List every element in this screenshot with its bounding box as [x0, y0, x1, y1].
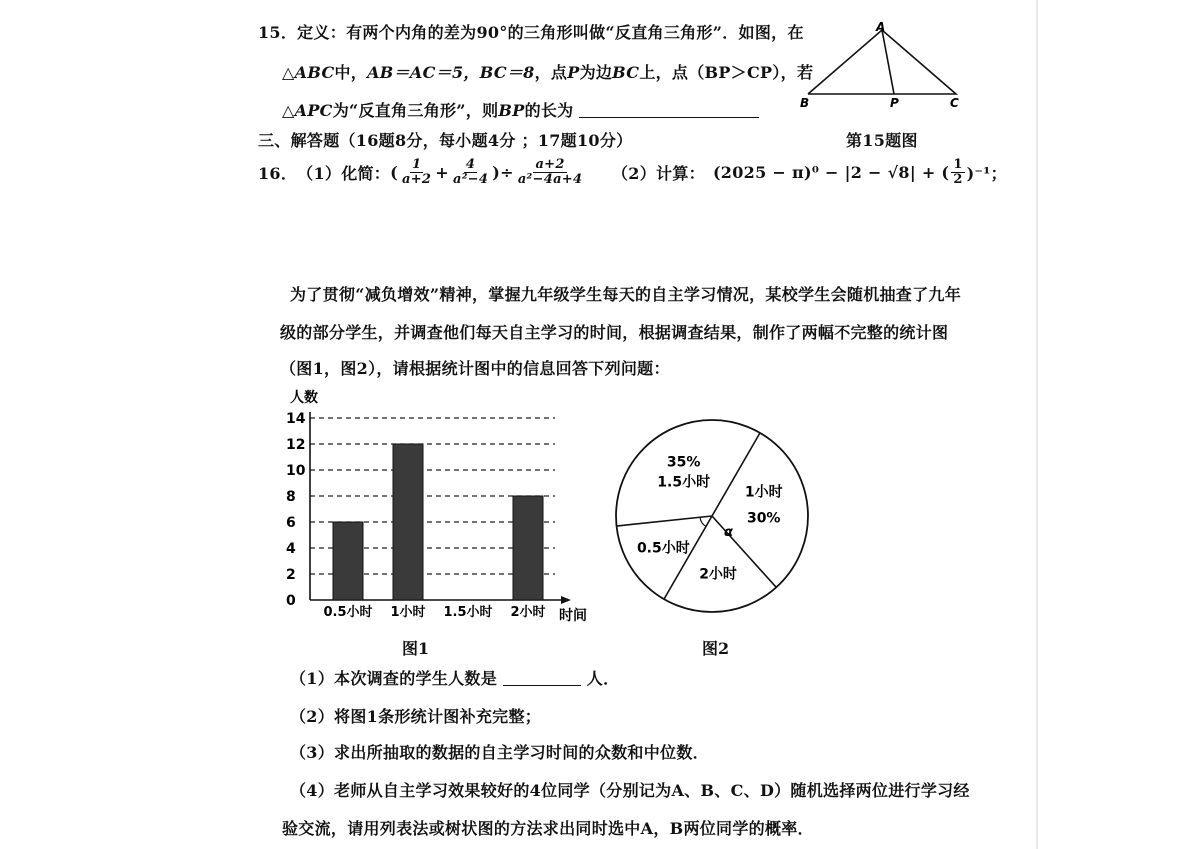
x-tick-label-4: 2小时 — [510, 605, 546, 620]
q15-line-3: △APC为“反直角三角形”，则BP的长为 — [282, 98, 759, 121]
page-edge — [1036, 0, 1038, 849]
y-tick-label-0: 0 — [286, 593, 296, 609]
fraction-1: $\frac{1}{a+2}$ — [401, 157, 432, 187]
pie-slice-label-4: 1.5小时 — [657, 474, 711, 491]
y-tick-label-8: 8 — [286, 489, 296, 505]
q17-sub-3: （3）求出所抽取的数据的自主学习时间的众数和中位数． — [290, 743, 709, 762]
bar-2 — [393, 444, 423, 600]
q15-line-2: △ABC中，AB＝AC＝5，BC＝8，点P为边BC上，点（BP＞CP），若 — [282, 63, 814, 82]
pie-chart-figure-2 — [612, 408, 812, 638]
pie-slice-percent-4: 35% — [666, 454, 701, 471]
y-tick-label-10: 10 — [286, 463, 306, 479]
x-tick-label-1: 0.5小时 — [323, 605, 373, 620]
pie-slice-label-3: 0.5小时 — [636, 540, 690, 557]
vertex-c-label: C — [950, 96, 959, 110]
q17-sub-4-line-2: 验交流，请用列表法或树状图的方法求出同时选中A，B两位同学的概率． — [282, 819, 814, 838]
vertex-b-label: B — [800, 96, 810, 110]
q15-figure-caption: 第15题图 — [846, 131, 918, 150]
q17-sub-4-line-1: （4）老师从自主学习效果较好的4位同学（分别记为A、B、C、D）随机选择两位进行学习经 — [290, 781, 970, 800]
pie-slice-label-2: 2小时 — [699, 566, 737, 583]
q15-line-1: 15．定义：有两个内角的差为90°的三角形叫做“反直角三角形”．如图，在 — [258, 23, 804, 42]
q16-part-2: （2）计算： (2025 − π)⁰ − |2 − √8| + ( $\frac{1}{2}$ )⁻¹； — [612, 157, 1007, 187]
y-tick-label-6: 6 — [286, 515, 296, 531]
pie-slice-percent-1: 30% — [746, 510, 781, 527]
fraction-3: $\frac{a+2}{\text{a²−4a+4}}$ — [517, 157, 583, 187]
y-tick-label-2: 2 — [286, 567, 296, 583]
fraction-4: $\frac{1}{2}$ — [953, 157, 963, 187]
x-axis-label: 时间 — [559, 608, 587, 624]
fraction-2: $\frac{4}{\text{a²−4}}$ — [452, 157, 489, 187]
bar-4 — [513, 496, 543, 600]
triangle-abc-outline — [808, 30, 956, 94]
x-tick-label-2: 1小时 — [390, 605, 426, 620]
q17-intro-line-3: （图1，图2），请根据统计图中的信息回答下列问题： — [280, 359, 670, 378]
triangle-figure — [790, 20, 975, 112]
x-axis-arrow — [561, 596, 571, 604]
angle-alpha-label: α — [724, 525, 733, 540]
q17-sub-2: （2）将图1条形统计图补充完整； — [290, 707, 542, 726]
vertex-a-label: A — [876, 20, 886, 34]
q17-sub-1-blank[interactable] — [503, 667, 581, 686]
figure-2-caption: 图2 — [702, 639, 730, 658]
y-axis-label: 人数 — [290, 390, 318, 406]
bar-chart-figure-1 — [270, 380, 610, 630]
q16-part-1: 16． （1）化简： ( $\frac{1}{a+2}$ + $\frac{4}{\text{a²−4}}$ ) ÷ $\frac{a+2}{\text{a²−4a+4}}$ — [258, 157, 583, 187]
section-3-title: 三、解答题（16题8分，每小题4分 ；17题10分） — [258, 131, 633, 150]
y-tick-label-14: 14 — [286, 411, 306, 427]
y-tick-label-4: 4 — [286, 541, 296, 557]
pie-slice-label-1: 1小时 — [744, 484, 783, 501]
q17-intro-line-1: 为了贯彻“减负增效”精神，掌握九年级学生每天的自主学习情况，某校学生会随机抽查了九年 — [290, 285, 962, 304]
figure-1-caption: 图1 — [402, 639, 430, 658]
q15-answer-blank[interactable] — [579, 99, 759, 118]
q17-sub-1: （1）本次调查的学生人数是 人． — [290, 669, 620, 688]
q17-intro-line-2: 级的部分学生，并调查他们每天自主学习的时间，根据调查结果，制作了两幅不完整的统计图 — [280, 323, 949, 342]
y-tick-label-12: 12 — [286, 437, 306, 453]
bar-1 — [333, 522, 363, 600]
x-tick-label-3: 1.5小时 — [443, 605, 493, 620]
vertex-p-label: P — [890, 96, 899, 110]
